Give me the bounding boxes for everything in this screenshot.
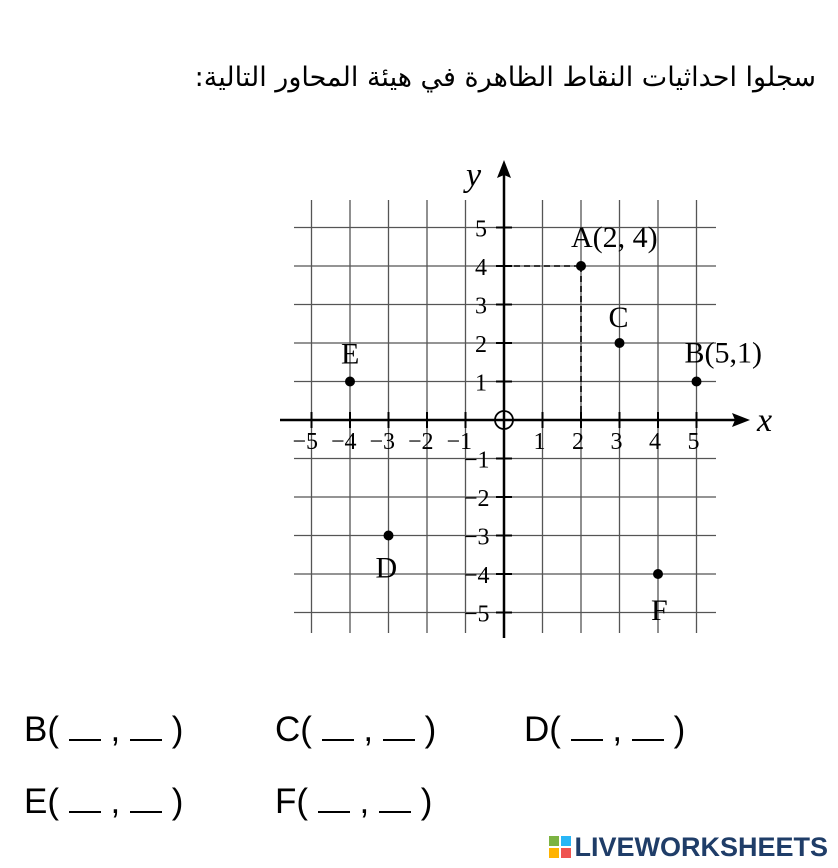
close-paren: ) xyxy=(673,710,686,749)
x-tick-label: −2 xyxy=(408,429,434,455)
point-b xyxy=(692,377,702,387)
instruction-text: سجلوا احداثيات النقاط الظاهرة في هيئة المحاور التالية: xyxy=(194,62,816,93)
x-tick-label: −4 xyxy=(331,429,357,455)
point-label-d: D xyxy=(375,551,398,585)
open-paren: ( xyxy=(300,710,312,749)
answer-letter: F xyxy=(275,782,297,821)
x-blank[interactable] xyxy=(69,789,101,813)
answer-letter: B xyxy=(24,710,48,749)
point-label-f: F xyxy=(651,594,668,627)
close-paren: ) xyxy=(171,782,184,821)
point-a xyxy=(576,261,586,271)
x-blank[interactable] xyxy=(322,717,354,741)
y-tick-label: 1 xyxy=(475,370,487,397)
brand-logo[interactable] xyxy=(549,832,828,862)
point-e xyxy=(345,377,355,387)
y-tick-label: −3 xyxy=(464,524,490,551)
axes xyxy=(280,157,772,638)
x-tick-label: 2 xyxy=(572,429,584,455)
open-paren: ( xyxy=(549,710,561,749)
x-axis-label: x xyxy=(757,402,773,439)
brand-text: LIVEWORKSHEETS xyxy=(574,831,828,862)
comma: , xyxy=(110,710,121,749)
y-blank[interactable] xyxy=(130,789,162,813)
answer-D xyxy=(524,708,685,752)
answer-B xyxy=(24,708,183,752)
close-paren: ) xyxy=(420,782,433,821)
x-tick-label: 1 xyxy=(533,429,546,455)
x-tick-label: −3 xyxy=(369,429,396,455)
open-paren: ( xyxy=(47,710,60,749)
x-blank[interactable] xyxy=(69,717,101,741)
y-blank[interactable] xyxy=(632,717,664,741)
point-marks xyxy=(341,221,762,627)
y-blank[interactable] xyxy=(383,717,415,741)
y-tick-label: −2 xyxy=(464,486,490,512)
answer-letter: D xyxy=(524,710,550,749)
close-paren: ) xyxy=(171,710,184,749)
point-c xyxy=(615,338,625,348)
y-tick-label: −4 xyxy=(464,563,490,589)
x-blank[interactable] xyxy=(571,717,603,741)
point-label-a: A(2, 4) xyxy=(571,221,658,254)
coordinate-plane xyxy=(270,148,790,648)
point-label-b: B(5,1) xyxy=(684,336,762,370)
x-tick-label: 3 xyxy=(610,429,623,455)
y-blank[interactable] xyxy=(379,789,411,813)
y-tick-label: 4 xyxy=(475,255,487,281)
liveworksheets-icon xyxy=(549,836,571,858)
comma: , xyxy=(363,710,374,749)
answer-letter: E xyxy=(24,782,48,821)
comma: , xyxy=(359,782,370,821)
point-label-c: C xyxy=(608,301,629,334)
point-d xyxy=(384,531,394,541)
y-blank[interactable] xyxy=(130,717,162,741)
x-blank[interactable] xyxy=(318,789,350,813)
answer-F xyxy=(275,780,432,824)
close-paren: ) xyxy=(424,710,437,749)
open-paren: ( xyxy=(296,782,309,821)
y-axis-label: y xyxy=(466,157,482,194)
y-tick-label: 2 xyxy=(475,332,487,358)
open-paren: ( xyxy=(47,782,60,821)
y-tick-label: 5 xyxy=(475,216,487,243)
y-tick-label: 3 xyxy=(475,293,487,320)
answer-E xyxy=(24,780,183,824)
comma: , xyxy=(612,710,623,749)
x-tick-label: 4 xyxy=(649,429,661,455)
y-tick-label: −5 xyxy=(464,601,490,628)
y-tick-label: −1 xyxy=(464,447,490,474)
point-f xyxy=(653,569,663,579)
answer-letter: C xyxy=(275,710,301,749)
x-tick-label: −1 xyxy=(446,429,473,455)
comma: , xyxy=(110,782,121,821)
x-tick-label: 5 xyxy=(687,429,700,455)
point-label-e: E xyxy=(341,337,360,371)
answer-C xyxy=(275,708,436,752)
x-tick-label: −5 xyxy=(292,429,319,455)
